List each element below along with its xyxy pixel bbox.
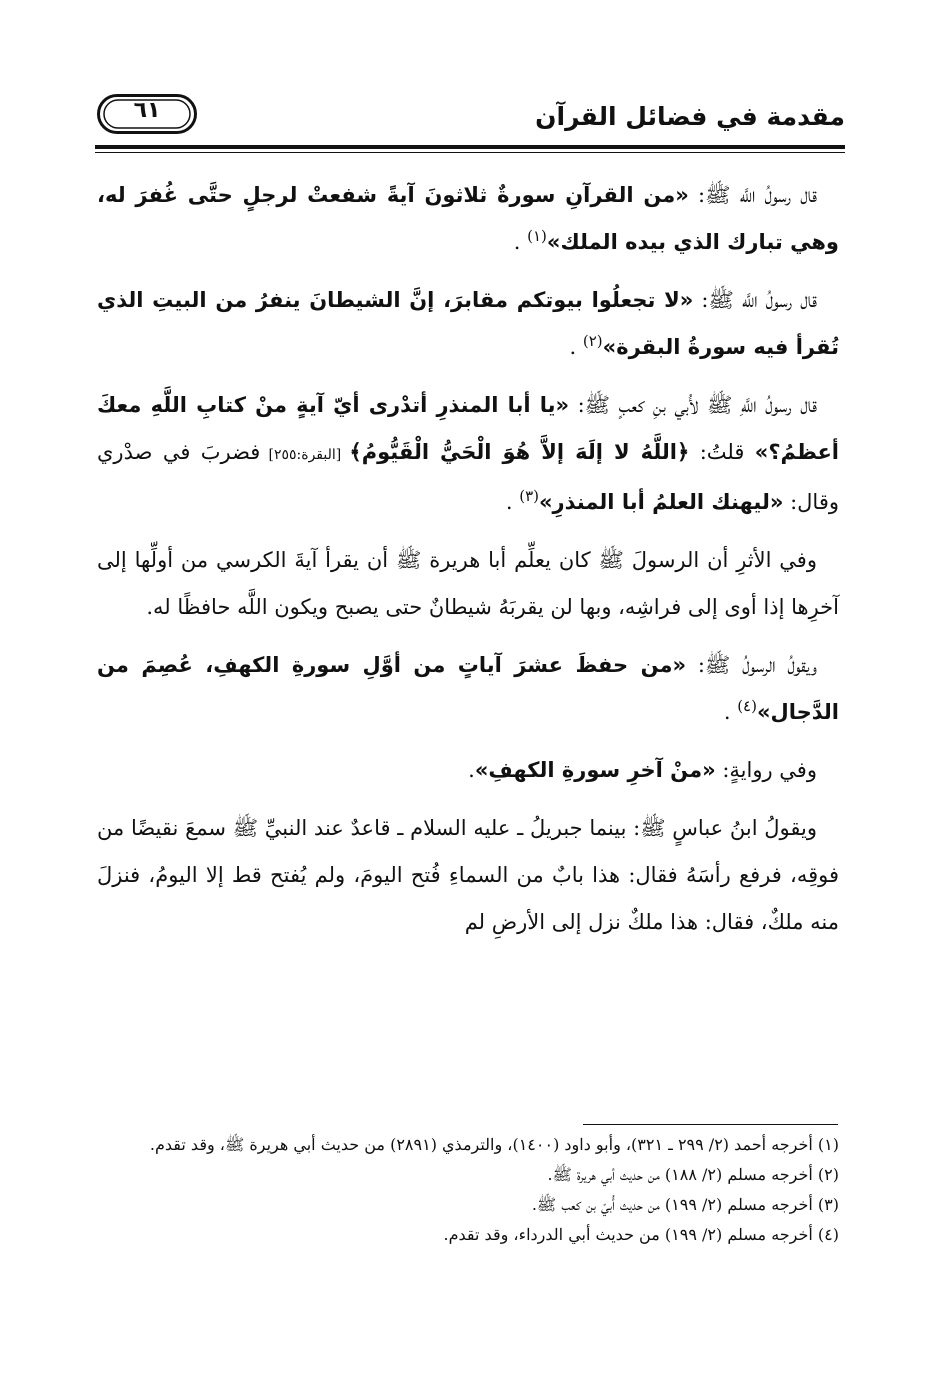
footnote-3: (٣) أخرجه مسلم (٢/ ١٩٩) من حديث أُبيّ بن كعب ﷺ. <box>531 1195 839 1214</box>
p1-hadith-quote: «من القرآنِ سورةٌ ثلاثونَ آيةً شفعتْ لرجلٍ حتَّى غُفرَ له، وهي تبارك الذي بيده الملك» <box>97 183 839 254</box>
paragraph-7: ويقولُ ابنُ عباسٍ ﷺ: بينما جبريلُ ـ عليه السلام ـ قاعدٌ عند النبيِّ ﷺ سمعَ نقيضًا من فوقِه، فرفع رأسَهُ فقال: هذا بابٌ من السماءِ فُتح اليومَ، ولم يُفتح قط إلا اليومُ، فنزلَ منه ملكٌ، فقال: هذا ملكٌ نزل إلى الأرضِ لم <box>97 816 839 934</box>
footnote-marker-2: (٢) <box>582 332 603 350</box>
p6-quote: «منْ آخرِ سورةِ الكهفِ» <box>474 758 716 782</box>
p3-hadith-quote: «يا أبا المنذرِ أتدْرى أيّ آيةٍ منْ كتابِ اللَّهِ معكَ أعظمُ؟» <box>97 393 839 464</box>
p1-end: . <box>513 230 528 254</box>
p5-end: . <box>723 700 738 724</box>
p3-end: . <box>505 490 520 514</box>
p5-intro: ويقولُ الرسولُ ﷺ: <box>686 653 817 677</box>
page-header <box>95 88 845 150</box>
footnote-marker-4: (٤) <box>737 697 757 715</box>
footnote-4: (٤) أخرجه مسلم (٢/ ١٩٩) من حديث أبي الدرداء، وقد تقدم. <box>443 1225 839 1244</box>
p3-hadith-quote-2: «ليهنك العلمُ أبا المنذرِ» <box>538 490 784 514</box>
p3-quran-verse: ﴿اللَّهُ لا إلَهَ إلاَّ هُوَ الْحَيُّ الْقَيُّومُ﴾ <box>349 440 690 464</box>
page-number-badge <box>97 94 197 134</box>
footnote-1: (١) أخرجه أحمد (٢/ ٢٩٩ ـ ٣٢١)، وأبو داود (١٤٠٠)، والترمذي (٢٨٩١) من حديث أبي هريرة ﷺ، وقد تقدم. <box>149 1135 839 1154</box>
p6-intro: وفي روايةٍ: <box>715 758 817 782</box>
p2-end: . <box>569 335 583 359</box>
p5-hadith-quote: «من حفظَ عشرَ آياتٍ من أوَّلِ سورةِ الكهفِ، عُصِمَ من الدَّجال» <box>97 653 839 724</box>
footnote-marker-3: (٣) <box>519 487 539 505</box>
footnote-separator <box>583 1124 838 1125</box>
paragraph-3 <box>97 382 839 526</box>
p3-verse-reference: [البقرة:٢٥٥] <box>260 447 350 463</box>
page-number: ٦١ <box>133 98 161 123</box>
running-title: مقدمة في فضائل القرآن <box>535 102 845 131</box>
p3-mid1: قلتُ: <box>689 440 755 464</box>
p6-end: . <box>468 758 475 782</box>
paragraph-6 <box>97 747 839 794</box>
footnote-marker-1: (١) <box>527 227 547 245</box>
p1-intro: قال رسولُ اللَّه ﷺ: <box>688 183 818 207</box>
p2-hadith-quote: «لا تجعلُوا بيوتكم مقابرَ، إنَّ الشيطانَ ينفرُ من البيتِ الذي تُقرأ فيه سورةُ البقرة» <box>97 288 839 359</box>
header-rule-thick <box>95 145 845 149</box>
p3-mid2: فضربَ في صدْري وقال: <box>97 440 839 514</box>
footnotes <box>97 1130 839 1250</box>
p2-intro: قال رسولُ اللَّه ﷺ: <box>693 288 817 312</box>
header-rule-thin <box>95 152 845 153</box>
body-text <box>97 172 839 957</box>
paragraph-1 <box>97 172 839 266</box>
footnote-2: (٢) أخرجه مسلم (٢/ ١٨٨) من حديث أبي هريرة ﷺ. <box>547 1165 839 1184</box>
p3-intro: قال رسولُ اللَّهِ ﷺ لأُبي بنِ كعبٍ ﷺ: <box>569 393 817 417</box>
paragraph-2 <box>97 277 839 371</box>
paragraph-5 <box>97 642 839 736</box>
paragraph-4: وفي الأثرِ أن الرسولَ ﷺ كان يعلِّم أبا هريرة ﷺ أن يقرأ آيةَ الكرسي من أولِّها إلى آخرِها إذا أوى إلى فراشِه، وبها لن يقربَهُ شيطانٌ حتى يصبح ويكون اللَّه حافظًا له. <box>97 548 839 619</box>
